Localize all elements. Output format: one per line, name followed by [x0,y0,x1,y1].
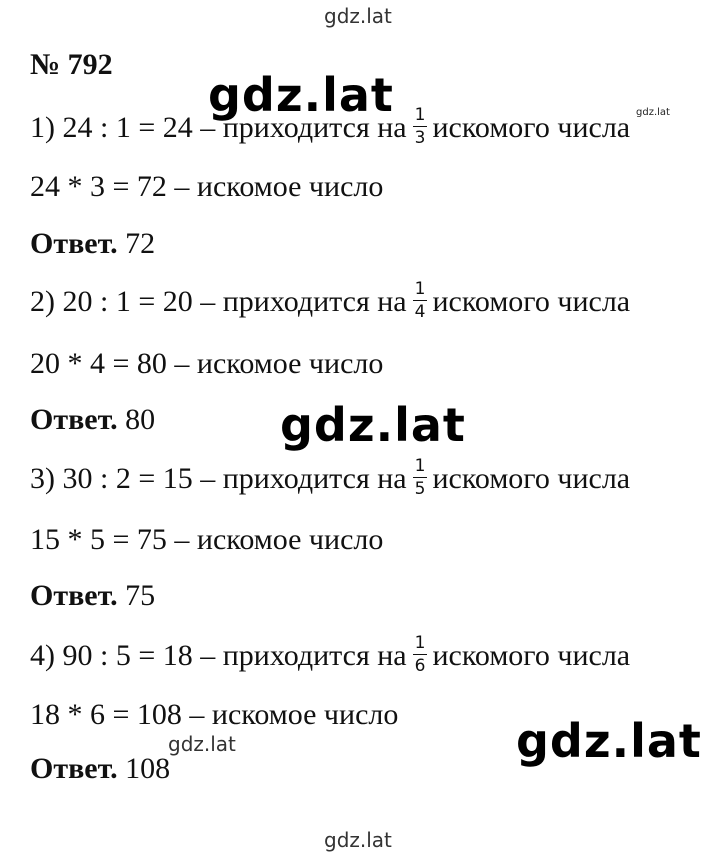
task-4-fraction [413,635,428,675]
watermark-large-3: gdz.lat [516,714,702,768]
task-1-fraction [413,107,428,147]
watermark-large-1: gdz.lat [208,68,394,122]
task-1-answer-label: Ответ. [30,227,118,260]
task-3-step-1 [30,456,631,501]
task-2-step-1-text: 2) 20 : 1 = 20 – приходится на [30,284,407,318]
task-4-step-2: 18 * 6 = 108 – искомое число [30,698,399,731]
task-3-fraction-denominator: 5 [414,479,426,499]
watermark-bottom: gdz.lat [324,828,392,852]
task-4-answer-label: Ответ. [30,752,118,785]
task-2-step-1-end: искомого числа [432,284,631,318]
task-2-answer-value: 80 [125,403,156,436]
task-3-answer-label: Ответ. [30,579,118,612]
task-4-fraction-numerator: 1 [414,633,426,653]
task-1-fraction-numerator: 1 [414,105,426,125]
task-3-fraction-numerator: 1 [414,456,426,476]
task-3-answer [30,579,155,613]
watermark-top: gdz.lat [324,4,392,28]
task-4-step-1 [30,633,631,678]
task-2-answer [30,403,155,437]
task-4-fraction-denominator: 6 [414,656,426,676]
task-3-step-1-text: 3) 30 : 2 = 15 – приходится на [30,461,407,495]
watermark-middle-small: gdz.lat [168,732,236,756]
watermark-tiny: gdz.lat [636,107,670,118]
page-title: № 792 [30,48,113,81]
task-1-answer-value: 72 [125,227,156,260]
task-1-step-1-text: 1) 24 : 1 = 24 – приходится на [30,110,407,144]
watermark-large-2: gdz.lat [280,398,466,452]
task-2-answer-label: Ответ. [30,403,118,436]
task-3-step-1-end: искомого числа [432,461,631,495]
task-4-answer [30,752,170,786]
task-2-fraction-denominator: 4 [414,302,426,322]
task-1-answer [30,227,155,261]
task-3-step-2: 15 * 5 = 75 – искомое число [30,523,384,556]
task-1-step-2: 24 * 3 = 72 – искомое число [30,170,384,203]
task-2-fraction [413,281,428,321]
task-1-fraction-denominator: 3 [414,128,426,148]
task-3-answer-value: 75 [125,579,156,612]
task-4-step-1-end: искомого числа [432,638,631,672]
task-2-step-1 [30,279,631,324]
task-2-fraction-numerator: 1 [414,279,426,299]
task-1-step-1-end: искомого числа [432,110,631,144]
task-4-answer-value: 108 [125,752,171,785]
task-4-step-1-text: 4) 90 : 5 = 18 – приходится на [30,638,407,672]
task-3-fraction [413,458,428,498]
task-2-step-2: 20 * 4 = 80 – искомое число [30,347,384,380]
